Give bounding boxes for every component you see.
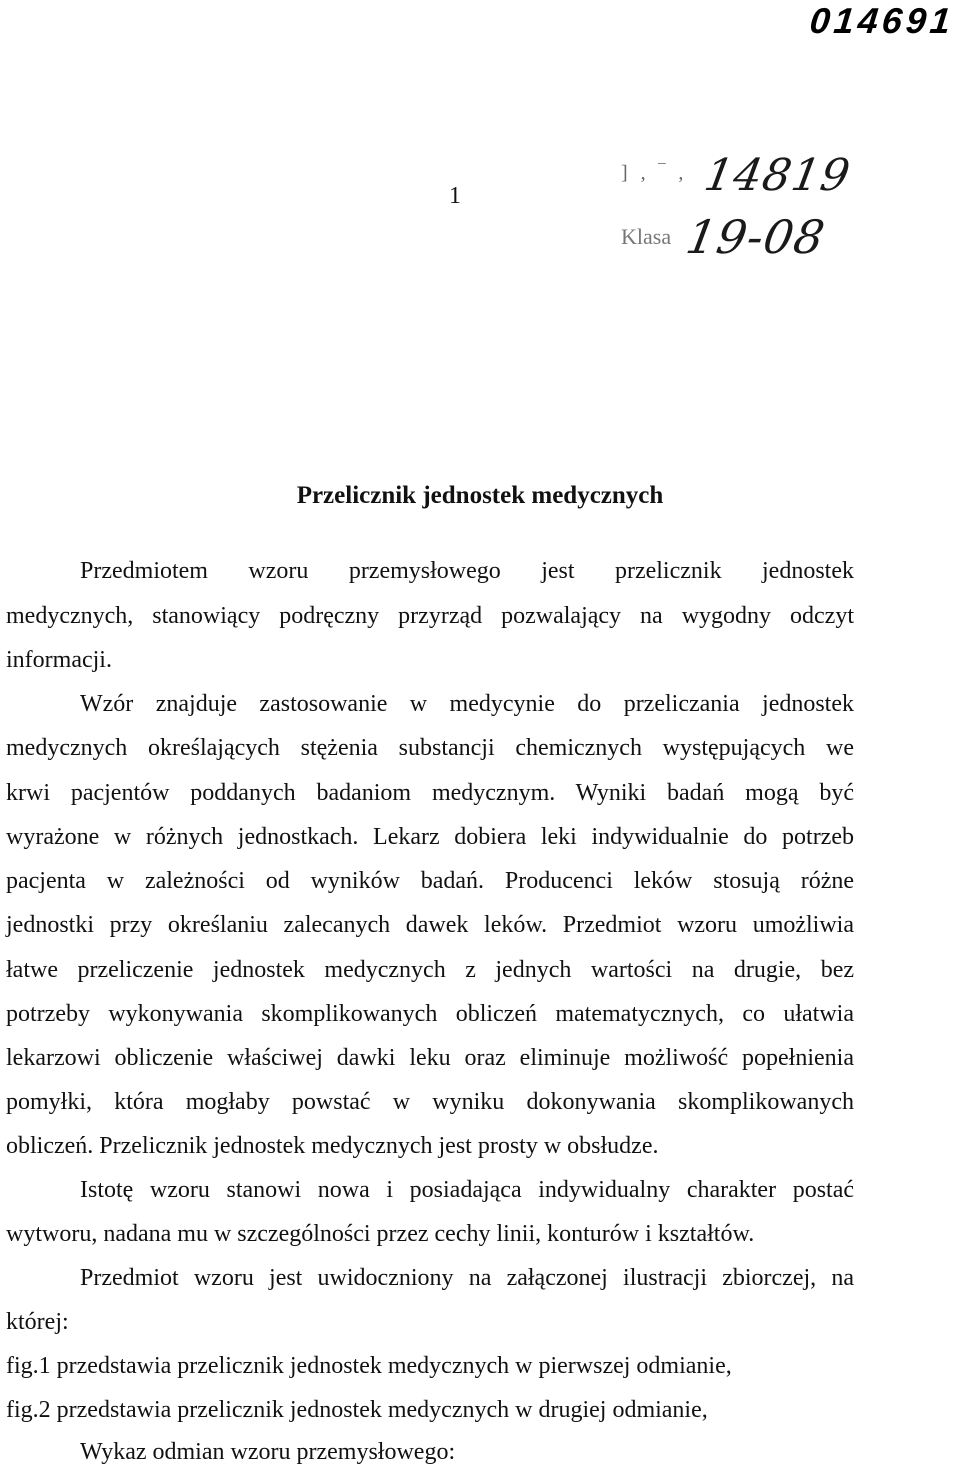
body-line: informacji.	[6, 647, 112, 673]
document-title: Przelicznik jednostek medycznych	[296, 482, 664, 509]
body-line: lekarzowi obliczenie właściwej dawki leku oraz eliminuje możliwość popełnienia	[6, 1045, 854, 1071]
body-line: Wzór znajduje zastosowanie w medycynie do przeliczania jednostek	[80, 691, 854, 717]
body-line: krwi pacjentów poddanych badaniom medycznym. Wyniki badań mogą być	[6, 780, 854, 806]
handwritten-klasa-number: 19-08	[682, 210, 830, 264]
body-line: potrzeby wykonywania skomplikowanych obliczeń matematycznych, co ułatwia	[6, 1001, 854, 1027]
body-line: wyrażone w różnych jednostkach. Lekarz dobiera leki indywidualnie do potrzeb	[6, 824, 854, 850]
registration-block	[605, 148, 875, 278]
body-line: medycznych, stanowiący podręczny przyrząd pozwalający na wygodny odczyt	[6, 603, 854, 629]
body-line: obliczeń. Przelicznik jednostek medycznych jest prosty w obsłudze.	[6, 1133, 659, 1159]
page-number: 1	[449, 183, 461, 209]
registration-marks: ] , ‾ ,	[621, 162, 688, 184]
body-line: fig.2 przedstawia przelicznik jednostek medycznych w drugiej odmianie,	[6, 1397, 708, 1423]
body-line: Przedmiot wzoru jest uwidoczniony na załączonej ilustracji zbiorczej, na	[80, 1265, 854, 1291]
body-line: medycznych określających stężenia substancji chemicznych występujących we	[6, 735, 854, 761]
body-line: Wykaz odmian wzoru przemysłowego:	[80, 1439, 456, 1465]
body-line: pomyłki, która mogłaby powstać w wyniku dokonywania skomplikowanych	[6, 1089, 854, 1115]
body-line: wytworu, nadana mu w szczególności przez cechy linii, konturów i kształtów.	[6, 1221, 755, 1247]
handwritten-registration-number: 14819	[700, 150, 855, 201]
body-line: Przedmiotem wzoru przemysłowego jest przelicznik jednostek	[80, 558, 854, 584]
klasa-label: Klasa	[621, 224, 672, 249]
body-line: której:	[6, 1309, 69, 1335]
document-stamp-number: 014691	[807, 0, 957, 41]
body-line: jednostki przy określaniu zalecanych dawek leków. Przedmiot wzoru umożliwia	[6, 912, 854, 938]
body-line: pacjenta w zależności od wyników badań. Producenci leków stosują różne	[6, 868, 854, 894]
body-line: fig.1 przedstawia przelicznik jednostek medycznych w pierwszej odmianie,	[6, 1353, 732, 1379]
body-line: łatwe przeliczenie jednostek medycznych z jednych wartości na drugie, bez	[6, 957, 854, 983]
body-line: Istotę wzoru stanowi nowa i posiadająca indywidualny charakter postać	[80, 1177, 854, 1203]
